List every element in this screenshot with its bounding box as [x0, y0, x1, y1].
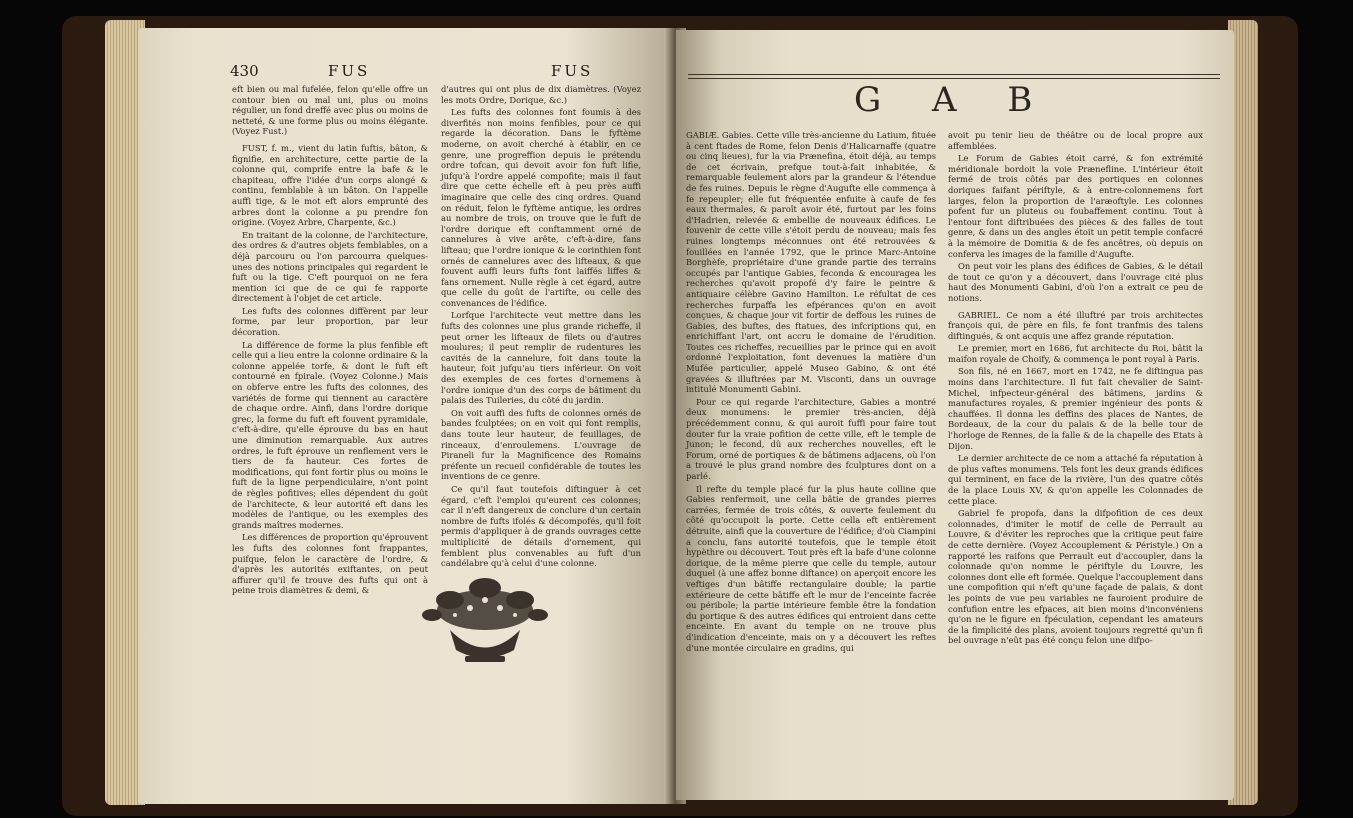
paragraph: avoit pu tenir lieu de théâtre ou de local propre aux affemblées.	[948, 130, 1203, 151]
paragraph: Les fufts des colonnes font foumis à des diverfités non moins fenfibles, pour ce qui regarde la décoration. Dans le fyftème moderne, on avoit cherché à établir, en ce genre, une progreffion depuis le prétendu ordre tofcan, qui devoit avoir fon fuft lifie, jufqu'à l'ordre appelé compofite; mais il faut dire que cette échelle eft à peu près auffi imaginaire que celle des cinq ordres. Quand on réduit, felon le fyftème antique, les ordres au nombre de trois, on trouve que le fuft de l'ordre dorique eft conftamment orné de cannelures à vive arête, c'eft-à-dire, fans lifteau; que l'ordre ionique & le corinthien font ornés de cannelures avec des lifteaux, & que fouvent auffi leurs fufts font laiffés liffes & fans ornement. Nulle règle à cet égard, autre que celle du goût de l'artifte, ou celle des convenances de l'édifice.	[441, 107, 641, 308]
paragraph: La différence de forme la plus fenfible eft celle qui a lieu entre la colonne ordinaire & la colonne appelée torfe, & dont le fuft eft contourné en fpirale. (Voyez Colonne.) Mais on obferve entre les fufts des colonnes, des variétés de forme qui tiennent au caractère de chaque ordre. Ainfi, dans l'ordre dorique grec, la forme du fuft eft fouvent pyramidale, c'eft-à-dire, qu'elle éprouve du bas en haut une diminution remarquable. Aux autres ordres, le fuft éprouve un renflement vers le tiers de fa hauteur. Ces fortes de modifications, qui font fortir plus ou moins le fuft de la ligne perpendiculaire, n'ont point de règles pofitives; elles dépendent du goût de l'architecte, & leur autorité eft dans les modèles de l'antique, ou les exemples des grands maîtres modernes.	[232, 339, 428, 530]
paragraph: Son fils, né en 1667, mort en 1742, ne fe diftingua pas moins dans l'architecture. Il fut fait chevalier de Saint-Michel, infpecteur-général des bâtimens, jardins & manufactures royales, & premier ingénieur des ponts & chauffées. Il donna les deffins des places de Nantes, de Bordeaux, de la cour du palais & de la belle tour de l'horloge de Rennes, de la falle & de la chapelle des Etats à Dijon.	[948, 366, 1203, 451]
paragraph: Gabriel fe propofa, dans la difpofition de ces deux colonnades, d'imiter le motif de celle de Perrault au Louvre, & d'éviter les reproches que la critique peut faire de cette dernière. (Voyez Accouplement & Péristyle.) On a rapporté les raifons que Perrault eut d'accoupler, dans la colonnade qu'on nomme le périftyle du Louvre, les colonnes dont elle eft formée. Quelque l'accouplement dans une compofition qui n'eft qu'une façade de palais, & dont les points de vue peu variables ne fauroient produire de confufion entre les efpaces, ait bien moins d'inconvéniens qu'on ne le figure en fpéculation, cependant les amateurs de la fimplicité des plans, avoient toujours regretté qu'un fi bel ouvrage n'eût pas été conçu felon une difpo-	[948, 508, 1203, 646]
section-title: G A B	[854, 80, 1053, 120]
header-rule	[688, 74, 1220, 79]
paragraph: d'autres qui ont plus de dix diamètres. (Voyez les mots Ordre, Dorique, &c.)	[441, 84, 641, 105]
paragraph: On voit auffi des fufts de colonnes ornés de bandes fculptées; on en voit qui font remplis, dans toute leur hauteur, de feuillages, de rinceaux, d'enroulemens. L'ouvrage de Piraneli fur la Magnificence des Romains préfente un recueil confidérable de toutes les inventions de ce genre.	[441, 407, 641, 482]
left-column-1	[232, 84, 428, 598]
page-number: 430	[230, 62, 259, 80]
running-header-left: FUS	[328, 62, 371, 80]
paragraph: En traitant de la colonne, de l'architecture, des ordres & d'autres objets femblables, on a déjà parcouru ou l'on parcourra quelques-unes des notions principales qui regardent le fuft ou la tige. C'eft pourquoi on ne fera mention ici que de ce qui fe rapporte directement à l'objet de cet article.	[232, 229, 428, 304]
paragraph: On peut voir les plans des édifices de Gabies, & le détail de tout ce qu'on y a découvert, dans l'ouvrage cité plus haut des Monumenti Gabini, d'où l'on a extrait ce peu de notions.	[948, 261, 1203, 303]
left-page	[138, 28, 673, 804]
floral-basket-ornament	[410, 570, 560, 668]
paragraph: Les fufts des colonnes diffèrent par leur forme, par leur proportion, par leur décoration.	[232, 305, 428, 338]
paragraph: Les différences de proportion qu'éprouvent les fufts des colonnes font frappantes, puifque, felon le caractère de l'ordre, & d'après les autorités exiftantes, on peut affurer qu'il fe trouve des fufts qui ont à peine trois diamètres & demi, &	[232, 532, 428, 596]
running-header-right: FUS	[551, 62, 594, 80]
paragraph: Ce qu'il faut toutefois diftinguer à cet égard, c'eft l'emploi qu'eurent ces colonnes; car il n'eft dangereux de conclure d'un certain nombre de fufts ifolés & décompofés, qu'il foit permis d'appliquer à de grands ouvrages cette multiplicité de détails d'ornement, qui femblent plus convenables au fuft d'un candélabre qu'à celui d'une colonne.	[441, 483, 641, 569]
paragraph: Le premier, mort en 1686, fut architecte du Roi, bâtit la maifon royale de Choify, & commença le pont royal à Paris.	[948, 343, 1203, 364]
right-page	[676, 30, 1234, 800]
paragraph: Lorfque l'architecte veut mettre dans les fufts des colonnes une plus grande richeffe, il peut orner les lifteaux de filets ou d'autres moulures; il peut remplir de rudentures les cavités de la cannelure, foit dans toute la hauteur, foit jufqu'au tiers inférieur. On voit des exemples de ces fortes d'ornemens à l'ordre ionique d'un des corps de bâtiment du palais des Tuileries, du côté du jardin.	[441, 310, 641, 406]
paragraph: Le dernier architecte de ce nom a attaché fa réputation à de plus vaftes monumens. Tels font les deux grands édifices qui terminent, en face de la rivière, l'un des quatre côtés de la place Louis XV, & qu'on appelle les Colonnades de cette place.	[948, 453, 1203, 506]
paragraph: eft bien ou mal fufelée, felon qu'elle offre un contour bien ou mal uni, plus ou moins régulier, un fond dreffé avec plus ou moins de netteté, & une forme plus ou moins élégante. (Voyez Fust.)	[232, 84, 428, 137]
paragraph: Pour ce qui regarde l'architecture, Gabies a montré deux monumens: le premier très-ancien, déjà précédemment connu, & qui auroit fuffi pour faire tout douter fur la vraie pofition de cette ville, eft le temple de Junon; le fecond, dû aux recherches nouvelles, eft le Forum, orné de portiques & de bâtimens adjacens, où l'on a trouvé le plus grand nombre des fculptures dont on a parlé.	[686, 396, 936, 481]
paragraph: GABIÆ. Gabies. Cette ville très-ancienne du Latium, fituée à cent ftades de Rome, felon Denis d'Halicarnaffe (quatre ou cinq lieues), fur la via Prænefina, étoit déjà, au temps de cet écrivain, prefque tout-à-fait inhabitée, & remarquable feulement alors par la grandeur & l'étendue de fes ruines. Depuis le règne d'Augufte elle commença à fe repeupler; elle fut fréquentée enfuite à caufe de fes eaux thermales, & paroît avoir été, furtout par les foins d'Hadrien, relevée & embellie de nouveaux édifices. Le fouvenir de cette ville s'étoit perdu de nouveau; mais fes ruines longtemps méconnues ont été retrouvées & fouillées en l'année 1792, que le prince Marc-Antoine Borghèfe, propriétaire d'une grande partie des terrains occupés par l'antique Gabies, feconda & encouragea les recherches qu'avoit propofé d'y faire le peintre & antiquaire célèbre Gavino Hamilton. Le réfultat de ces recherches furpaffa les efpérances qu'on en avoit conçues, & chaque jour vit fortir de deffous les ruines de Gabies, des buftes, des ftatues, des infcriptions qui, en enrichiffant l'art, ont accru le domaine de l'érudition. Toutes ces richeffes, recueillies par le prince qui en avoit ordonné l'exploitation, font devenues la matière d'un Mufée particulier, appelé Museo Gabino, & ont été gravées & illuftrées par M. Visconti, dans un ouvrage intitulé Monumenti Gabini.	[686, 130, 936, 395]
paragraph: FUST, f. m., vient du latin fuftis, bâton, & fignifie, en architecture, cette partie de la colonne qui, comprife entre la bafe & le chapiteau, offre l'idée d'un corps alongé & continu, femblable à un bâton. On l'appelle auffi tige, & le mot eft alors emprunté des arbres dont la colonne a pu prendre fon origine. (Voyez Arbre, Charpente, &c.)	[232, 142, 428, 228]
paragraph: GABRIEL. Ce nom a été illuftré par trois architectes françois qui, de père en fils, fe font tranfmis des talens diftingués, & ont acquis une affez grande réputation.	[948, 309, 1203, 341]
right-column-2	[948, 130, 1203, 648]
left-column-2	[441, 84, 641, 571]
right-column-1	[686, 130, 936, 655]
paragraph: Il refte du temple placé fur la plus haute colline que Gabies renfermoit, une cella bâtie de grandes pierres carrées, fermée de trois côtés, & ouverte feulement du côté qu'occupoit la porte. Cette cella eft entièrement détruite, ainfi que la couverture de l'édifice; d'où Ciampini a conclu, fans autorité toutefois, que le temple étoit hypèthre ou découvert. Tout près eft la bafe d'une colonne dorique, de la même pierre que celle du temple, autour duquel (à une affez bonne diftance) on aperçoit encore les veftiges d'un bâtiffe rectangulaire double; la partie extérieure de cette bâtiffe eft le mur de l'enceinte facrée ou péribole; la partie intérieure femble être la fondation du portique & des autres édifices qui entroient dans cette enceinte. En avant du temple on ne trouve plus d'indication d'enceinte, mais on y a découvert les reftes d'une montée circulaire en gradins, qui	[686, 483, 936, 653]
paragraph: Le Forum de Gabies étoit carré, & fon extrémité méridionale bordoit la voie Prænefline. L'intérieur étoit fermé de trois côtés par des portiques en colonnes doriques faifant périftyle, & à entre-colonnemens fort larges, felon la proportion de l'aræoftyle. Les colonnes pofent fur un pluteus ou foubaffement continu. Tout à l'entour font diftribuées des pièces & des falles de tout genre, & dans un des angles étoit un petit temple confacré à la mémoire de Domitia & de fes ancêtres, où depuis on conferva les images de la famille d'Augufte.	[948, 153, 1203, 259]
